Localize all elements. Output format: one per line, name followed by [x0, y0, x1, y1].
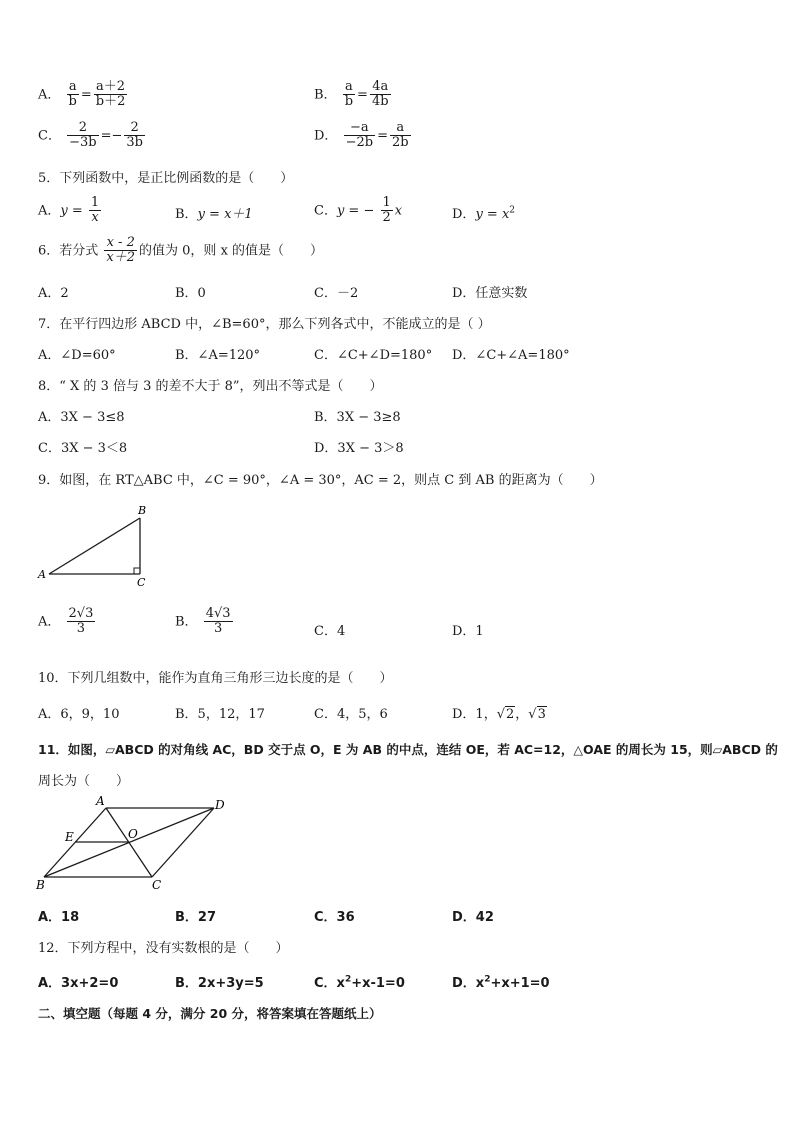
- q8-stem: 8．“ X 的 3 倍与 3 的差不大于 8”，列出不等式是（ ）: [38, 379, 383, 394]
- q4-option-a: A． $\frac{a}{b}$ = $\frac{a+2}{b+2}$: [38, 79, 126, 110]
- q9-stem: 9．如图，在 RT△ABC 中，∠C = 90°，∠A = 30°，AC = 2，则点 C 到 AB 的距离为（ ）: [38, 473, 603, 488]
- q11-label-b: B: [36, 878, 45, 892]
- q4-option-d: D． $\frac{-a}{-2b}$ = $\frac{a}{2b}$: [314, 120, 409, 151]
- q9-label-b: B: [138, 504, 147, 517]
- q10-stem: 10．下列几组数中，能作为直角三角形三边长度的是（ ）: [38, 671, 393, 686]
- q11-label-e: E: [65, 830, 74, 844]
- q11-stem-line1: 11．如图，▱ABCD 的对角线 AC，BD 交于点 O，E 为 AB 的中点，连结 OE，若 AC=12，△OAE 的周长为 15，则▱ABCD 的: [38, 742, 778, 757]
- q9-triangle-figure: [36, 500, 166, 590]
- q6-option-b: B．0: [175, 286, 206, 301]
- q4-option-c: C． $\frac{2}{-3b}$ =− $\frac{2}{3b}$: [38, 120, 143, 151]
- q9-label-a: A: [38, 568, 46, 581]
- q5-option-d: D．$y = x^2$: [452, 205, 516, 222]
- q9-option-a: A． $\frac{2√3}{3}$: [38, 606, 94, 637]
- q11-label-a: A: [96, 795, 105, 808]
- q11-option-d: D．42: [452, 910, 494, 925]
- q11-option-a: A．18: [38, 910, 80, 925]
- q11-option-c: C．36: [314, 910, 355, 925]
- q11-parallelogram-figure: [36, 795, 231, 895]
- q7-stem: 7．在平行四边形 ABCD 中，∠B=60°，那么下列各式中，不能成立的是（ ）: [38, 317, 491, 332]
- q9-option-d: D．1: [452, 624, 484, 639]
- q12-option-a: A．3x+2=0: [38, 976, 119, 991]
- q12-option-b: B．2x+3y=5: [175, 976, 264, 991]
- q8-option-c: C．3X − 3＜8: [38, 441, 128, 456]
- q11-option-b: B．27: [175, 910, 216, 925]
- q12-stem: 12．下列方程中，没有实数根的是（ ）: [38, 941, 289, 956]
- q7-option-a: A．∠D=60°: [38, 348, 116, 363]
- q12-option-c: C．$x^2+x-1=0$: [314, 974, 405, 991]
- q5-option-a: A．y = $\frac{1}{x}$: [38, 195, 100, 226]
- q11-label-o: O: [128, 827, 138, 841]
- q6-option-c: C．－2: [314, 286, 359, 301]
- q12-option-d: D．$x^2+x+1=0$: [452, 974, 550, 991]
- q11-label-c: C: [152, 878, 162, 892]
- q5-option-b: B．y = x＋1: [175, 207, 253, 222]
- q11-stem-line2: 周长为（ ）: [38, 774, 130, 789]
- q4-option-b: B． $\frac{a}{b}$ = $\frac{4a}{4b}$: [314, 79, 389, 110]
- q7-option-c: C．∠C+∠D=180°: [314, 348, 433, 363]
- q5-option-c: C．y = − $\frac{1}{2}$ x: [314, 195, 403, 226]
- q9-option-c: C．4: [314, 624, 346, 639]
- q9-label-c: C: [137, 576, 146, 589]
- q6-option-d: D．任意实数: [452, 286, 528, 301]
- q8-option-b: B．3X − 3≥8: [314, 410, 401, 425]
- q10-option-c: C．4，5，6: [314, 707, 388, 722]
- q6-option-a: A．2: [38, 286, 69, 301]
- q5-stem: 5．下列函数中，是正比例函数的是（ ）: [38, 171, 294, 186]
- q10-option-d: D．1，√2，√3: [452, 707, 546, 722]
- q8-option-a: A．3X − 3≤8: [38, 410, 125, 425]
- q10-option-b: B．5，12，17: [175, 707, 265, 722]
- q6-stem: 6．若分式 $\frac{x - 2}{x+2}$ 的值为 0，则 x 的值是（ ）: [38, 235, 324, 266]
- q7-option-d: D．∠C+∠A=180°: [452, 348, 570, 363]
- q10-option-a: A．6，9，10: [38, 707, 120, 722]
- q7-option-b: B．∠A=120°: [175, 348, 261, 363]
- q8-option-d: D．3X − 3＞8: [314, 441, 404, 456]
- q11-label-d: D: [215, 798, 225, 812]
- q9-option-b: B． $\frac{4√3}{3}$: [175, 606, 231, 637]
- section-2-heading: 二、填空题（每题 4 分，满分 20 分，将答案填在答题纸上）: [38, 1006, 382, 1021]
